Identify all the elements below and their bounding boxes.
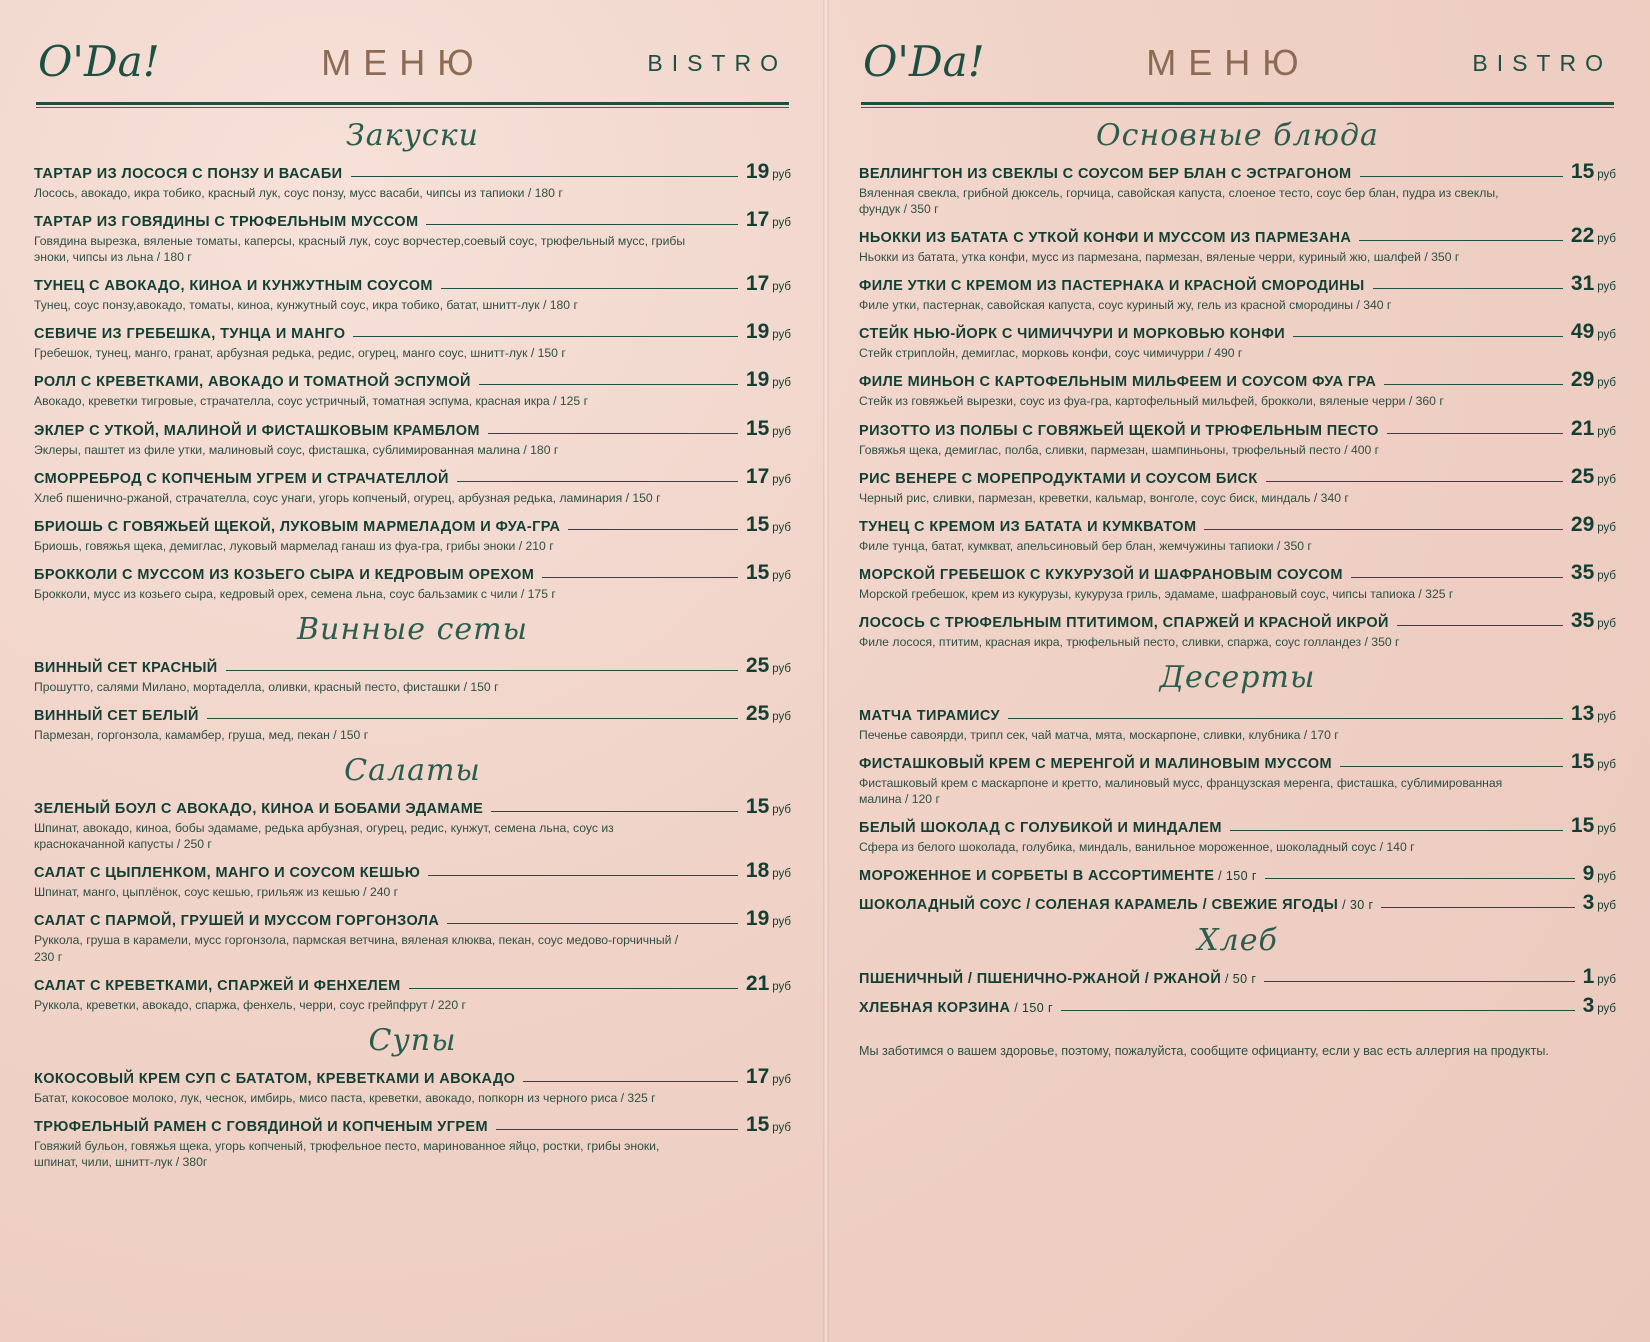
currency-label: руб [1597,900,1616,913]
menu-item-row [859,273,1616,294]
menu-item-row [859,610,1616,631]
leader-line [428,875,738,876]
menu-item-weight: / 150 г [1214,869,1257,884]
currency-label: руб [772,980,791,993]
menu-item-price: 15 руб [745,560,791,584]
menu-item-row [34,655,791,676]
menu-item [859,514,1616,554]
menu-item-description: Прошутто, салями Милано, мортаделла, оливки, красный песто, фисташки / 150 г [34,679,499,694]
currency-label: руб [772,569,791,582]
leader-line [1397,625,1563,626]
menu-item-price: 29 руб [1570,512,1616,536]
leader-line [447,923,738,924]
brand-logo: O'Da! [863,36,985,86]
menu-item-row [859,815,1616,836]
right-sections [859,118,1616,1016]
menu-item-row [859,966,1616,987]
currency-label: руб [772,1121,791,1134]
menu-item-description: Шпинат, авокадо, киноа, бобы эдамаме, редька арбузная, огурец, редис, кунжут, семена льна, соус из краснокачанной капусты / 250 г [34,821,614,852]
leader-line [1204,529,1562,530]
menu-item-row [859,418,1616,439]
leader-line [351,176,738,177]
menu-title: МЕНЮ [321,42,486,83]
leader-line [523,1081,738,1082]
menu-item-name: САЛАТ С КРЕВЕТКАМИ, СПАРЖЕЙ И ФЕНХЕЛЕМ [34,977,401,994]
menu-item-name: СТЕЙК НЬЮ-ЙОРК С ЧИМИЧЧУРИ И МОРКОВЬЮ КОНФИ [859,326,1286,343]
menu-item-price: 18 руб [745,859,791,883]
currency-label: руб [772,868,791,881]
menu-item-row [34,562,791,583]
leader-line [1384,384,1563,385]
header-divider [36,102,789,105]
menu-item-name: ТРЮФЕЛЬНЫЙ РАМЕН С ГОВЯДИНОЙ И КОПЧЕНЫМ УГРЕМ [34,1118,488,1135]
leader-line [1293,336,1563,337]
menu-item-weight: / 50 г [1221,972,1257,987]
menu-item-name: ВИННЫЙ СЕТ КРАСНЫЙ [34,659,218,676]
menu-item-row [34,1066,791,1087]
menu-item-price: 15 руб [1570,160,1616,183]
menu-item-name: ВЕЛЛИНГТОН ИЗ СВЕКЛЫ С СОУСОМ БЕР БЛАН С ЭСТРАГОНОМ [859,166,1352,182]
currency-label: руб [1597,473,1616,486]
menu-item-price: 17 руб [745,272,791,296]
currency-label: руб [1597,974,1616,987]
menu-item-price: 15 руб [1570,750,1616,774]
leader-line [426,224,737,225]
menu-item-description: Фисташковый крем с маскарпоне и кретто, малиновый мусс, французская меренга, фисташка, сублимированная малина / 120 г [859,776,1503,807]
menu-title: МЕНЮ [1146,42,1311,83]
menu-item-description: Морской гребешок, крем из кукурузы, кукуруза гриль, эдамаме, шафрановый соус, чипсы тапиока / 325 г [859,586,1454,601]
currency-label: руб [772,521,791,534]
menu-item [34,209,791,265]
menu-item-price: 17 руб [745,208,791,232]
menu-item-name: РИЗОТТО ИЗ ПОЛБЫ С ГОВЯЖЬЕЙ ЩЕКОЙ И ТРЮФЕЛЬНЫМ ПЕСТО [859,422,1379,439]
menu-item-price: 15 руб [745,416,791,440]
menu-item-price: 15 руб [745,1112,791,1136]
menu-item [34,562,791,602]
leader-line [1351,577,1563,578]
section-title: Винные сеты [296,611,529,647]
header-divider [861,102,1614,105]
menu-item [859,610,1616,650]
currency-label: руб [1597,281,1616,294]
section-title: Основные блюда [1096,118,1379,153]
currency-label: руб [1597,711,1616,724]
menu-item-description: Руккола, креветки, авокадо, спаржа, фенхель, черри, соус грейпфрут / 220 г [34,997,466,1012]
currency-label: руб [772,711,791,724]
currency-label: руб [1597,871,1616,884]
menu-item-name: БРОККОЛИ С МУССОМ ИЗ КОЗЬЕГО СЫРА И КЕДРОВЫМ ОРЕХОМ [34,566,535,583]
leader-line [542,577,738,578]
currency-label: руб [772,1073,791,1086]
menu-item-description: Лосось, авокадо, икра тобико, красный лук, соус понзу, мусс васаби, чипсы из тапиоки / 180 г [34,186,563,200]
menu-item-price: 3 руб [1582,891,1616,915]
page-header-left [34,26,791,100]
menu-item [859,466,1616,506]
menu-item-description: Батат, кокосовое молоко, лук, чеснок, имбирь, мисо паста, креветки, авокадо, попкорн из черного риса / 325 г [34,1090,656,1105]
menu-item-row [859,466,1616,487]
leader-line [1359,240,1563,241]
menu-item-description: Руккола, груша в карамели, мусс горгонзола, пармская ветчина, вяленая клюква, пекан, соус медово-горчичный / 230 г [34,933,679,964]
menu-item-row [859,863,1616,884]
menu-item-price: 15 руб [745,512,791,536]
leader-line [1387,433,1563,434]
menu-item-price: 25 руб [1570,464,1616,488]
bistro-label: BISTRO [1472,49,1612,76]
leader-line [568,529,737,530]
menu-item-price: 19 руб [745,368,791,392]
leader-line [1230,830,1563,831]
menu-item [859,703,1616,743]
menu-item-price: 25 руб [745,702,791,726]
leader-line [457,481,738,482]
menu-item [859,751,1616,807]
leader-line [207,718,738,719]
currency-label: руб [772,425,791,438]
menu-item [859,321,1616,361]
menu-item-row [34,466,791,487]
menu-item-description: Стейк из говяжьей вырезки, соус из фуа-гра, картофельный мильфей, брокколи, вяленые черри / 360 г [859,394,1444,409]
currency-label: руб [772,377,791,390]
menu-item-price: 1 руб [1582,965,1616,989]
menu-item-row [859,892,1616,913]
leader-line [479,384,738,385]
menu-item-price: 25 руб [745,653,791,677]
currency-label: руб [772,329,791,342]
leader-line [441,288,738,289]
menu-item [34,466,791,506]
menu-item-name: РИС ВЕНЕРЕ С МОРЕПРОДУКТАМИ И СОУСОМ БИСК [859,470,1258,487]
menu-item [859,966,1616,987]
currency-label: руб [1597,569,1616,582]
menu-page-right [825,0,1650,1342]
currency-label: руб [772,473,791,486]
currency-label: руб [772,916,791,929]
menu-item-row [34,418,791,439]
header-divider-thin [861,107,1614,108]
menu-item-row [34,908,791,929]
menu-item-row [34,161,791,182]
menu-item-description: Сфера из белого шоколада, голубика, миндаль, ванильное мороженное, шоколадный соус / 140 г [859,840,1415,855]
menu-item-row [859,321,1616,342]
menu-item-weight: / 30 г [1338,898,1374,913]
currency-label: руб [1597,759,1616,772]
leader-line [1360,176,1563,177]
menu-item [859,562,1616,602]
currency-label: руб [1597,233,1616,246]
menu-item [34,973,791,1013]
menu-item-description: Говяжья щека, демиглас, полба, сливки, пармезан, шампиньоны, трюфельный песто / 400 г [859,442,1380,457]
menu-item-price: 17 руб [745,464,791,488]
menu-item-price: 21 руб [1570,416,1616,440]
menu-item-price: 15 руб [1570,814,1616,838]
menu-item-row [34,796,791,817]
menu-item-row [34,860,791,881]
menu-item-price: 13 руб [1570,702,1616,726]
menu-item-name: МОРСКОЙ ГРЕБЕШОК С КУКУРУЗОЙ И ШАФРАНОВЫМ СОУСОМ [859,566,1343,583]
menu-item-description: Тунец, соус понзу,авокадо, томаты, киноа, кунжутный соус, икра тобико, батат, шнитт-лук / 180 г [34,298,578,313]
currency-label: руб [772,169,791,181]
menu-item-price: 31 руб [1570,272,1616,296]
menu-item-description: Стейк стриплойн, демиглас, морковь конфи, соус чимичурри / 490 г [859,346,1243,361]
currency-label: руб [1597,1003,1616,1016]
leader-line [496,1129,738,1130]
currency-label: руб [772,662,791,675]
currency-label: руб [772,217,791,230]
menu-item-name: ЗЕЛЕНЫЙ БОУЛ С АВОКАДО, КИНОА И БОБАМИ ЭДАМАМЕ [34,801,484,818]
menu-item [859,815,1616,855]
menu-item-description: Печенье савоярди, трипл сек, чай матча, мята, москарпоне, сливки, клубника / 170 г [859,728,1339,743]
menu-item-price: 35 руб [1570,560,1616,584]
menu-item [34,908,791,964]
leader-line [1008,718,1563,719]
menu-item-price: 19 руб [745,320,791,344]
menu-item-description: Брокколи, мусс из козьего сыра, кедровый орех, семена льна, соус бальзамик с чили / 175 г [34,586,556,601]
leader-line [488,433,738,434]
currency-label: руб [1597,377,1616,390]
menu-item-name: ТАРТАР ИЗ ЛОСОСЯ С ПОНЗУ И ВАСАБИ [34,166,343,182]
leader-line [1266,481,1563,482]
menu-item-price: 17 руб [745,1064,791,1088]
menu-item-name: НЬОККИ ИЗ БАТАТА С УТКОЙ КОНФИ И МУССОМ ИЗ ПАРМЕЗАНА [859,230,1352,247]
menu-item-row [34,703,791,724]
header-divider-thin [36,107,789,108]
menu-item [859,995,1616,1016]
menu-item-name: КОКОСОВЫЙ КРЕМ СУП С БАТАТОМ, КРЕВЕТКАМИ И АВОКАДО [34,1070,516,1087]
menu-item [34,514,791,554]
menu-item [34,321,791,361]
menu-item [34,369,791,409]
menu-item-row [859,225,1616,246]
menu-item [859,369,1616,409]
menu-item [34,1066,791,1106]
menu-item-description: Шпинат, манго, цыплёнок, соус кешью, грильяж из кешью / 240 г [34,885,399,900]
leader-line [1373,288,1563,289]
menu-item [859,273,1616,313]
section-title: Хлеб [1197,923,1278,959]
menu-item-name: ШОКОЛАДНЫЙ СОУС / СОЛЕНАЯ КАРАМЕЛЬ / СВЕЖИЕ ЯГОДЫ / 30 г [859,897,1374,914]
page-gutter [823,0,829,1342]
menu-item-price: 9 руб [1582,862,1616,886]
menu-item-name: ТУНЕЦ С КРЕМОМ ИЗ БАТАТА И КУМКВАТОМ [859,518,1197,535]
menu-item-name: СЕВИЧЕ ИЗ ГРЕБЕШКА, ТУНЦА И МАНГО [34,326,346,343]
menu-item-description: Говяжий бульон, говяжья щека, угорь копченый, трюфельное песто, маринованное яйцо, ростки, грибы эноки, шпинат, чили, шнитт-лук / 380г [34,1138,660,1169]
menu-item-name: САЛАТ С ПАРМОЙ, ГРУШЕЙ И МУССОМ ГОРГОНЗОЛА [34,913,440,930]
menu-item-row [859,562,1616,583]
menu-item-price: 21 руб [745,971,791,995]
menu-item-name: ВИННЫЙ СЕТ БЕЛЫЙ [34,708,199,725]
menu-item-price: 49 руб [1570,320,1616,344]
menu-item-price: 35 руб [1570,608,1616,632]
menu-item-row [859,369,1616,390]
allergy-footnote: Мы заботимся о вашем здоровье, поэтому, пожалуйста, сообщите официанту, если у вас есть аллергия на продукты. [859,1044,1549,1059]
currency-label: руб [1597,169,1616,181]
leader-line [1264,981,1574,982]
menu-item-weight: / 150 г [1010,1001,1053,1016]
currency-label: руб [1597,823,1616,836]
menu-item [34,1114,791,1170]
menu-item-price: 22 руб [1570,224,1616,248]
section-title: Салаты [344,753,481,789]
menu-item-price: 19 руб [745,160,791,183]
section-title: Супы [368,1022,457,1058]
menu-item-price: 29 руб [1570,368,1616,392]
leader-line [353,336,737,337]
leader-line [1381,907,1574,908]
menu-item-description: Филе лосося, птитим, красная икра, трюфельный песто, сливки, спаржа, соус голландез / 350 г [859,634,1400,649]
currency-label: руб [1597,521,1616,534]
menu-item-name: РОЛЛ С КРЕВЕТКАМИ, АВОКАДО И ТОМАТНОЙ ЭСПУМОЙ [34,374,471,391]
menu-item [34,273,791,313]
menu-item [34,418,791,458]
menu-item [859,225,1616,265]
menu-item-name: МОРОЖЕННОЕ И СОРБЕТЫ В АССОРТИМЕНТЕ / 150 г [859,868,1257,885]
menu-item [34,796,791,852]
currency-label: руб [772,804,791,817]
menu-item-description: Эклеры, паштет из филе утки, малиновый соус, фисташка, сублимированная малина / 180 г [34,442,559,457]
menu-item-description: Черный рис, сливки, пармезан, креветки, кальмар, вонголе, соус биск, миндаль / 340 г [859,490,1349,505]
menu-item-row [34,514,791,535]
menu-item-row [859,514,1616,535]
menu-item-name: ТАРТАР ИЗ ГОВЯДИНЫ С ТРЮФЕЛЬНЫМ МУССОМ [34,214,419,231]
bistro-label: BISTRO [647,49,787,76]
menu-item-price: 15 руб [745,795,791,819]
leader-line [491,811,738,812]
leader-line [409,988,738,989]
menu-item-name: ФИЛЕ МИНЬОН С КАРТОФЕЛЬНЫМ МИЛЬФЕЕМ И СОУСОМ ФУА ГРА [859,374,1377,391]
menu-item [859,161,1616,217]
menu-item [859,892,1616,913]
menu-item [859,863,1616,884]
leader-line [1340,766,1563,767]
currency-label: руб [1597,617,1616,630]
menu-item-name: БЕЛЫЙ ШОКОЛАД С ГОЛУБИКОЙ И МИНДАЛЕМ [859,820,1222,837]
menu-item-price: 3 руб [1582,994,1616,1018]
menu-item-name: ЭКЛЕР С УТКОЙ, МАЛИНОЙ И ФИСТАШКОВЫМ КРАМБЛОМ [34,422,480,439]
menu-item-row [34,1114,791,1135]
menu-item-price: 19 руб [745,907,791,931]
menu-item-row [34,273,791,294]
menu-item [34,655,791,695]
menu-item-description: Вяленная свекла, грибной дюксель, горчица, савойская капуста, слоеное тесто, соус бер блан, пудра из свеклы, фундук / 350 г [859,186,1499,217]
menu-item [34,161,791,201]
menu-item-description: Авокадо, креветки тигровые, страчателла, соус устричный, томатная эспума, красная икра / 125 г [34,394,589,409]
menu-item-name: ФИЛЕ УТКИ С КРЕМОМ ИЗ ПАСТЕРНАКА И КРАСНОЙ СМОРОДИНЫ [859,278,1365,295]
menu-item-name: МАТЧА ТИРАМИСУ [859,708,1000,725]
menu-item-name: ПШЕНИЧНЫЙ / ПШЕНИЧНО-РЖАНОЙ / РЖАНОЙ / 50 г [859,971,1257,988]
menu-item-description: Филе тунца, батат, кумкват, апельсиновый бер блан, жемчужины тапиоки / 350 г [859,538,1312,553]
leader-line [1265,878,1575,879]
section-title: Закуски [346,118,479,153]
currency-label: руб [772,281,791,294]
menu-item-description: Ньокки из батата, утка конфи, мусс из пармезана, пармезан, вяленые черри, куриный жю, шалфей / 350 г [859,250,1460,265]
menu-item-description: Хлеб пшенично-ржаной, страчателла, соус унаги, угорь копченый, огурец, арбузная редька, ламинария / 150 г [34,490,661,505]
menu-item-row [859,703,1616,724]
menu-item-description: Филе утки, пастернак, савойская капуста, соус куриный жу, гель из красной смородины / 340 г [859,298,1392,313]
menu-item-name: ЛОСОСЬ С ТРЮФЕЛЬНЫМ ПТИТИМОМ, СПАРЖЕЙ И КРАСНОЙ ИКРОЙ [859,614,1389,631]
menu-item-name: ФИСТАШКОВЫЙ КРЕМ С МЕРЕНГОЙ И МАЛИНОВЫМ МУССОМ [859,756,1332,773]
left-sections [34,118,791,1170]
menu-item-row [859,751,1616,772]
menu-item-row [859,161,1616,182]
menu-item-name: БРИОШЬ С ГОВЯЖЬЕЙ ЩЕКОЙ, ЛУКОВЫМ МАРМЕЛАДОМ И ФУА-ГРА [34,518,561,535]
menu-item-description: Говядина вырезка, вяленые томаты, каперсы, красный лук, соус ворчестер,соевый соус, трюфельный мусс, грибы эноки, чипсы из льна / 180 г [34,234,686,265]
currency-label: руб [1597,425,1616,438]
menu-item-name: ТУНЕЦ С АВОКАДО, КИНОА И КУНЖУТНЫМ СОУСОМ [34,278,433,295]
brand-logo: O'Da! [38,36,160,86]
page-header-right [859,26,1616,100]
menu-item-row [34,209,791,230]
menu-item-name: СМОРРЕБРОД С КОПЧЕНЫМ УГРЕМ И СТРАЧАТЕЛЛОЙ [34,470,449,487]
currency-label: руб [1597,329,1616,342]
menu-item-row [859,995,1616,1016]
menu-item-row [34,321,791,342]
leader-line [1061,1010,1575,1011]
menu-item-description: Гребешок, тунец, манго, гранат, арбузная редька, редис, огурец, манго соус, шнитт-лук / 150 г [34,346,566,361]
menu-item-row [34,369,791,390]
menu-item [34,703,791,743]
menu-item-description: Бриошь, говяжья щека, демиглас, луковый мармелад ганаш из фуа-гра, грибы эноки / 210 г [34,538,554,553]
leader-line [226,670,738,671]
menu-item-description: Пармезан, горгонзола, камамбер, груша, мед, пекан / 150 г [34,728,369,743]
menu-item-name: ХЛЕБНАЯ КОРЗИНА / 150 г [859,1000,1053,1017]
menu-item [34,860,791,900]
menu-item-row [34,973,791,994]
menu-item [859,418,1616,458]
section-title: Десерты [1159,660,1316,696]
menu-item-name: САЛАТ С ЦЫПЛЕНКОМ, МАНГО И СОУСОМ КЕШЬЮ [34,865,421,882]
